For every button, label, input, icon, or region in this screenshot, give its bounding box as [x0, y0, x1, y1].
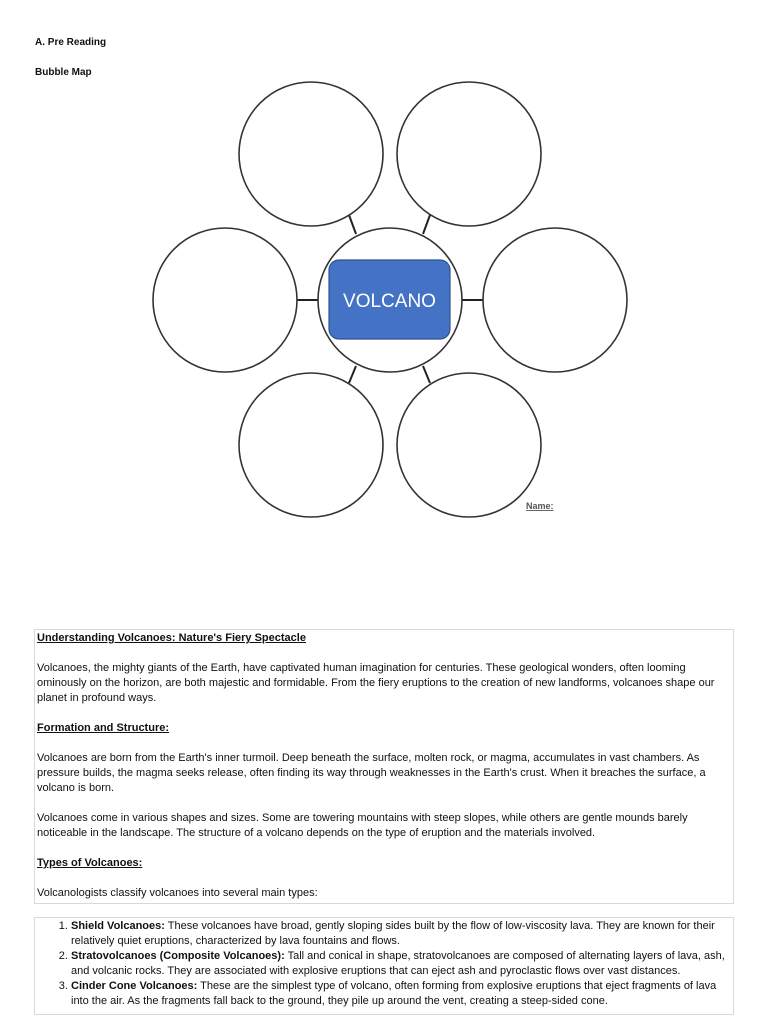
type-name: Cinder Cone Volcanoes: [71, 980, 198, 992]
connector-top-right [423, 215, 430, 234]
intro-paragraph: Volcanoes, the mighty giants of the Earth, have captivated human imagination for centuries. These geological wonders, often looming ominously on the horizon, are both majestic and formidable. From the fiery eruptions to the creation of new landforms, volcanoes shape our planet in profound ways. [37, 662, 715, 704]
type-description: These are the simplest type of volcano, often forming from explosive eruptions that eject fragments of lava into the air. As the fragments fall back to the ground, they pile up around the vent, creating a steep-sided cone. [71, 980, 717, 1007]
section-heading: A. Pre Reading [35, 37, 107, 48]
types-heading: Types of Volcanoes: [37, 857, 143, 869]
bubble-map [140, 78, 640, 523]
connector-bottom-left [349, 366, 356, 383]
connector-bottom-right [423, 366, 430, 383]
formation-paragraph-2: Volcanoes come in various shapes and sizes. Some are towering mountains with steep slopes, while others are gentle mounds barely noticeable in the landscape. The structure of a volcano depends on the type of eruption and the materials involved. [37, 812, 688, 839]
name-label: Name: [526, 501, 554, 511]
center-label: VOLCANO [343, 291, 436, 312]
types-intro: Volcanologists classify volcanoes into several main types: [37, 887, 318, 899]
bubble-map-subtitle: Bubble Map [35, 67, 92, 78]
bubble-top-right[interactable] [397, 82, 541, 226]
type-name: Shield Volcanoes: [71, 920, 165, 932]
bubble-top-left[interactable] [239, 82, 383, 226]
bubble-bottom-right[interactable] [397, 373, 541, 517]
type-description: Tall and conical in shape, stratovolcanoes are composed of alternating layers of lava, ash, and volcanic rocks. They are associated with explosive eruptions that can eject ash and pyroclastic flows over vast distances. [71, 950, 725, 977]
formation-paragraph-1: Volcanoes are born from the Earth's inner turmoil. Deep beneath the surface, molten rock, or magma, accumulates in vast chambers. As pressure builds, the magma seeks release, often finding its way through weaknesses in the Earth's crust. When it breaches the surface, a volcano is born. [37, 752, 706, 794]
bubble-right[interactable] [483, 228, 627, 372]
list-item [71, 949, 731, 979]
formation-heading: Formation and Structure: [37, 722, 170, 734]
type-description: These volcanoes have broad, gently sloping sides built by the flow of low-viscosity lava. They are known for their relatively quiet eruptions, characterized by lava fountains and flows. [71, 920, 715, 947]
list-item [71, 979, 731, 1009]
list-item [71, 919, 731, 949]
reading-passage [34, 629, 734, 904]
bubble-bottom-left[interactable] [239, 373, 383, 517]
type-name: Stratovolcanoes (Composite Volcanoes): [71, 950, 285, 962]
volcano-types-list [34, 917, 734, 1015]
reading-title: Understanding Volcanoes: Nature's Fiery Spectacle [37, 632, 306, 644]
bubble-left[interactable] [153, 228, 297, 372]
connector-top-left [349, 215, 356, 234]
